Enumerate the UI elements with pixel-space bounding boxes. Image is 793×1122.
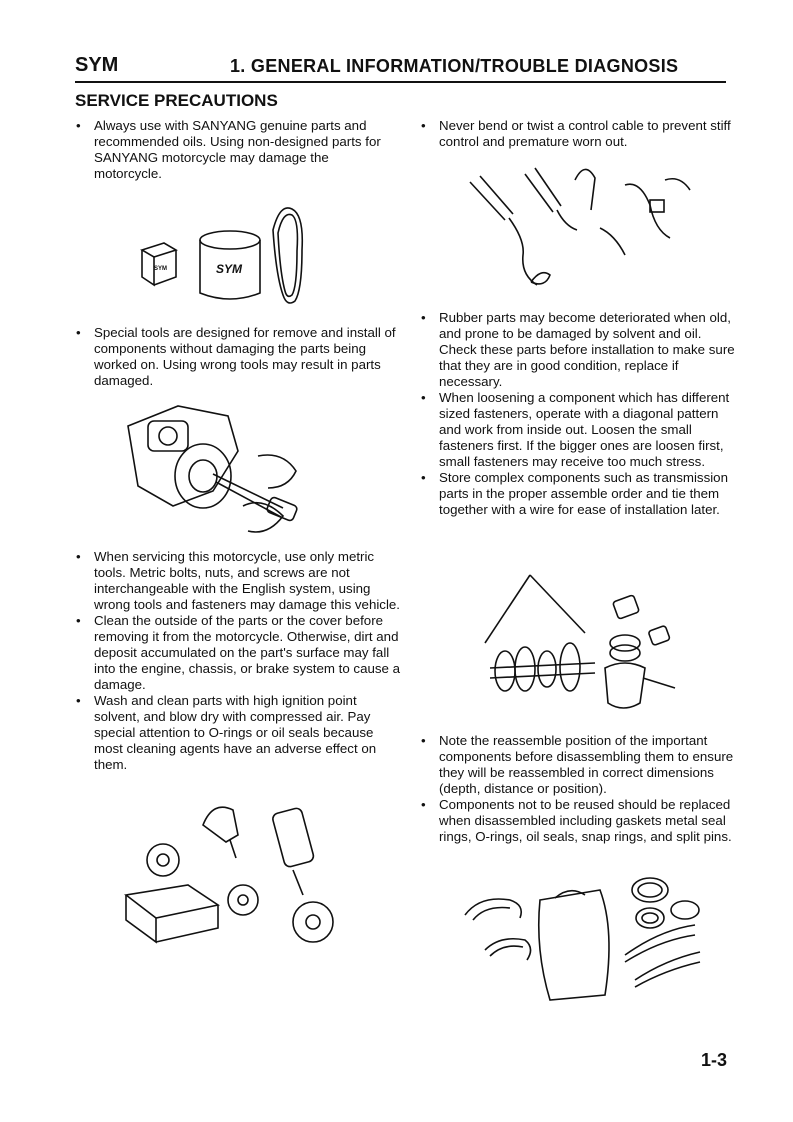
right-list-3 — [420, 733, 742, 845]
left-list-3 — [75, 549, 405, 773]
list-item: • Rubber parts may become deteriorated when old, and prone to be damaged by solvent and oil. Check these parts before installation to make sure that they are in good condition, replace if necessary. — [420, 310, 742, 390]
left-list-2 — [75, 325, 400, 389]
genuine-parts-figure — [130, 195, 330, 310]
header-title: 1. GENERAL INFORMATION/TROUBLE DIAGNOSIS — [230, 56, 679, 76]
control-cable-figure — [465, 160, 695, 300]
special-tool-figure — [118, 396, 303, 541]
list-item: • Note the reassemble position of the important components before disassembling them to ensure they will be reassembled in correct dimensions (depth, distance or position). — [420, 733, 742, 797]
transmission-parts-figure — [475, 563, 685, 718]
header-rule — [75, 81, 726, 83]
header-brand: SYM — [75, 54, 119, 76]
list-item: • Never bend or twist a control cable to prevent stiff control and premature worn out. — [420, 118, 740, 150]
list-item: • Special tools are designed for remove and install of components without damaging the parts being worked on. Using wrong tools may result in parts damaged. — [75, 325, 400, 389]
left-list-1 — [75, 118, 400, 182]
list-item: • When servicing this motorcycle, use only metric tools. Metric bolts, nuts, and screws are not interchangeable with the English system, using wrong tools and fasteners may damage this vehicle. — [75, 549, 405, 613]
right-list-2 — [420, 310, 742, 518]
box-logo: SYM — [154, 266, 168, 272]
list-item: • Always use with SANYANG genuine parts and recommended oils. Using non-designed parts for SANYANG motorcycle may damage the motorcycle. — [75, 118, 400, 182]
list-item: • Components not to be reused should be replaced when disassembled including gaskets metal seal rings, O-rings, oil seals, snap rings, and split pins. — [420, 797, 742, 845]
replacement-parts-figure — [455, 870, 710, 1010]
list-item: • When loosening a component which has different sized fasteners, operate with a diagonal pattern and work from inside out. Loosen the small fasteners first. If the bigger ones are loosen first, small fasteners may receive too much stress. — [420, 390, 742, 470]
can-logo: SYM — [216, 262, 243, 276]
washing-parts-figure — [118, 800, 348, 965]
list-item: • Wash and clean parts with high ignition point solvent, and blow dry with compressed air. Pay special attention to O-rings or oil seals because most cleaning agents have an adverse effect on them. — [75, 693, 405, 773]
list-item: • Clean the outside of the parts or the cover before removing it from the motorcycle. Otherwise, dirt and deposit accumulated on the part's surface may fall into the engine, chassis, or brake system to cause a damage. — [75, 613, 405, 693]
page-number: 1-3 — [701, 1050, 728, 1070]
section-title: SERVICE PRECAUTIONS — [75, 91, 278, 110]
list-item: • Store complex components such as transmission parts in the proper assemble order and tie them together with a wire for ease of installation later. — [420, 470, 742, 518]
right-list-1 — [420, 118, 740, 150]
